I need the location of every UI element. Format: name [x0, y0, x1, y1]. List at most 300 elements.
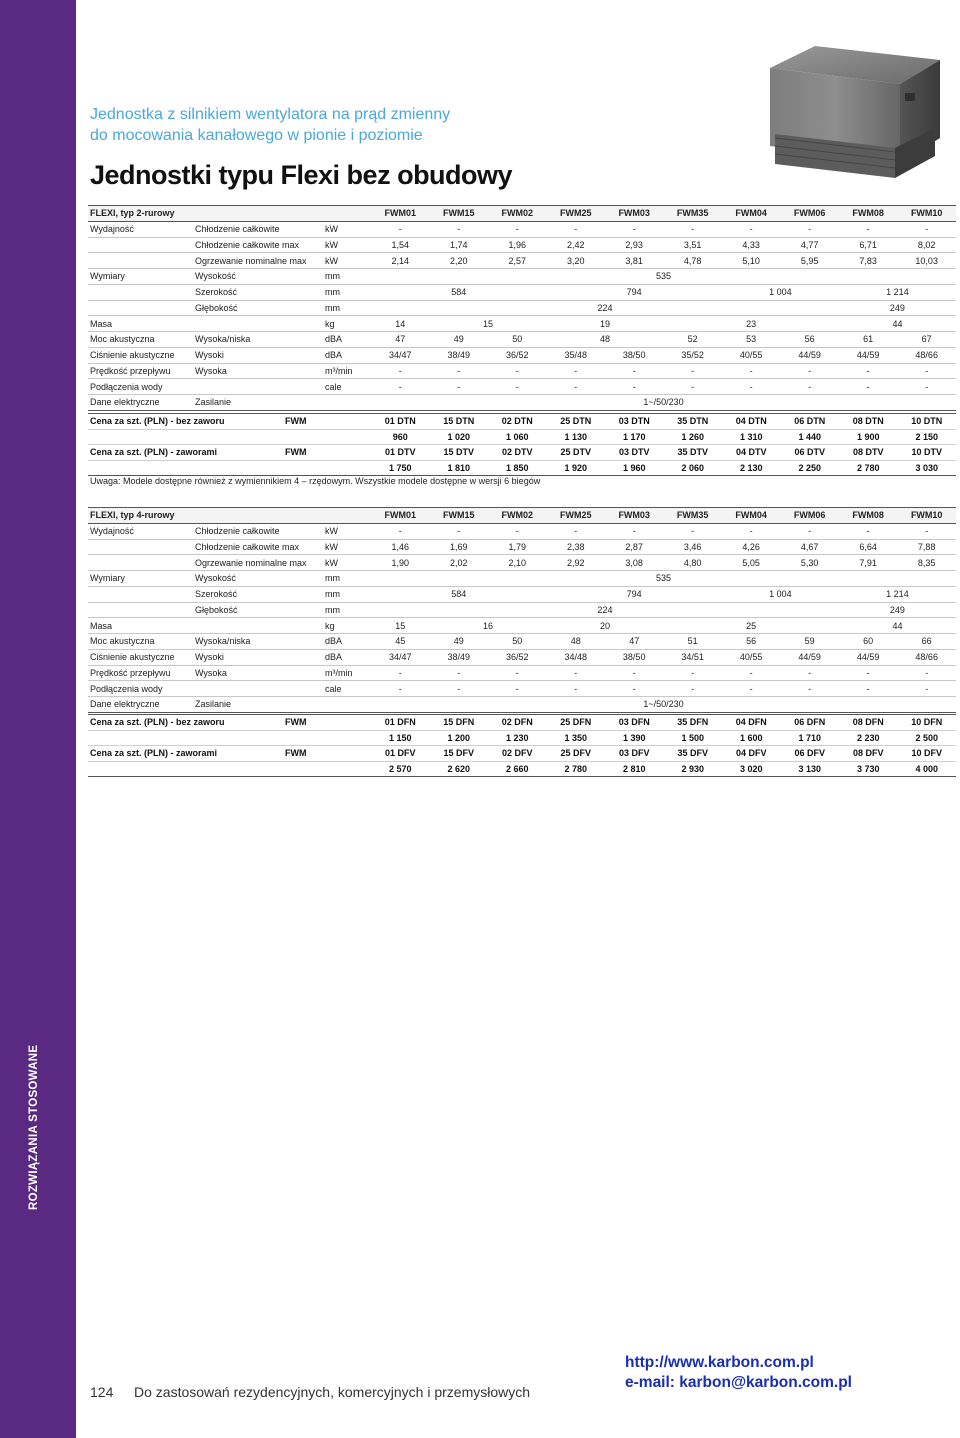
table-row	[88, 539, 956, 555]
value-cell: 44/59	[780, 649, 838, 665]
value-cell: -	[371, 523, 429, 539]
value-cell: -	[722, 523, 780, 539]
price-cell: 3 130	[781, 761, 840, 777]
value-cell: 1 214	[839, 586, 956, 602]
model-cell: 25 DTV	[547, 445, 606, 461]
row-sublabel: Chłodzenie całkowite max	[193, 237, 323, 253]
price-cell: 3 730	[839, 761, 898, 777]
price-label	[88, 730, 283, 746]
row-unit: mm	[323, 269, 371, 285]
header-cell: FWM03	[605, 508, 663, 524]
value-cell: -	[546, 523, 604, 539]
value-cell: -	[722, 221, 780, 237]
value-cell: 794	[546, 284, 721, 300]
value-cell: 36/52	[488, 649, 546, 665]
value-cell: -	[722, 379, 780, 395]
table-row	[88, 681, 956, 697]
model-cell: 10 DFV	[898, 746, 957, 762]
row-sublabel	[193, 681, 323, 697]
value-cell: 2,87	[605, 539, 663, 555]
row-sublabel	[193, 316, 323, 332]
header-cell: FWM25	[546, 508, 604, 524]
table-row	[88, 602, 956, 618]
value-cell: 1,74	[430, 237, 488, 253]
row-label: Wydajność	[88, 523, 193, 539]
price-code: FWM	[283, 445, 371, 461]
table-row	[88, 429, 956, 445]
value-cell: 1,79	[488, 539, 546, 555]
table-row	[88, 347, 956, 363]
row-sublabel: Szerokość	[193, 586, 323, 602]
value-cell: -	[663, 221, 721, 237]
row-sublabel: Głębokość	[193, 602, 323, 618]
value-cell: 5,95	[780, 253, 838, 269]
value-cell: 48	[546, 332, 663, 348]
value-cell: -	[546, 363, 604, 379]
price-cell: 1 920	[547, 460, 606, 476]
value-cell: 51	[663, 634, 721, 650]
table-row	[88, 284, 956, 300]
row-unit: mm	[323, 602, 371, 618]
value-cell: 38/50	[605, 649, 663, 665]
header-cell: FWM25	[546, 206, 604, 222]
price-label: Cena za szt. (PLN) - zaworami	[88, 746, 283, 762]
row-unit: kW	[323, 253, 371, 269]
table-row	[88, 555, 956, 571]
value-cell: -	[897, 379, 956, 395]
value-cell: -	[780, 363, 838, 379]
price-cell: 1 310	[722, 429, 781, 445]
row-sublabel: Głębokość	[193, 300, 323, 316]
price-label	[88, 460, 283, 476]
value-cell: 8,02	[897, 237, 956, 253]
model-cell: 08 DTN	[839, 414, 898, 430]
sidebar-label: ROZWIĄZANIA STOSOWANE	[28, 1044, 40, 1210]
header-cell: FLEXI, typ 4-rurowy	[88, 508, 371, 524]
value-cell: -	[430, 221, 488, 237]
row-label: Moc akustyczna	[88, 634, 193, 650]
model-cell: 04 DFN	[722, 715, 781, 731]
value-cell: 60	[839, 634, 897, 650]
row-sublabel: Ogrzewanie nominalne max	[193, 555, 323, 571]
row-unit: kW	[323, 237, 371, 253]
table-row	[88, 523, 956, 539]
table-row	[88, 571, 956, 587]
row-unit: kW	[323, 555, 371, 571]
price-cell: 1 260	[664, 429, 723, 445]
row-sublabel: Wysoki	[193, 347, 323, 363]
value-cell: -	[371, 363, 429, 379]
value-cell: 4,26	[722, 539, 780, 555]
model-cell: 02 DTV	[488, 445, 547, 461]
header-cell: FWM08	[839, 508, 897, 524]
model-cell: 04 DFV	[722, 746, 781, 762]
price-cell: 1 200	[430, 730, 489, 746]
row-label: Dane elektryczne	[88, 697, 193, 713]
model-cell: 01 DFV	[371, 746, 430, 762]
value-cell: 38/49	[430, 347, 488, 363]
value-cell: -	[430, 363, 488, 379]
value-cell: -	[371, 221, 429, 237]
row-sublabel: Wysoka/niska	[193, 332, 323, 348]
value-cell: 25	[663, 618, 838, 634]
table-row	[88, 379, 956, 395]
value-cell: -	[897, 665, 956, 681]
model-cell: 02 DTN	[488, 414, 547, 430]
table-row	[88, 363, 956, 379]
value-cell: 3,51	[663, 237, 721, 253]
value-cell: -	[430, 665, 488, 681]
row-unit: kW	[323, 539, 371, 555]
table-header-row	[88, 206, 956, 222]
models-note: Uwaga: Modele dostępne również z wymiennikiem 4 – rzędowym. Wszystkie modele dostępne w wersji 6 biegów	[90, 476, 541, 486]
model-cell: 08 DTV	[839, 445, 898, 461]
model-cell: 04 DTV	[722, 445, 781, 461]
value-cell: 2,93	[605, 237, 663, 253]
table-row	[88, 253, 956, 269]
row-label: Podłączenia wody	[88, 681, 193, 697]
price-cell: 1 850	[488, 460, 547, 476]
row-sublabel: Wysoka	[193, 665, 323, 681]
value-cell: 1,46	[371, 539, 429, 555]
value-cell: -	[546, 221, 604, 237]
table-row	[88, 300, 956, 316]
price-cell: 1 500	[664, 730, 723, 746]
price-cell: 2 500	[898, 730, 957, 746]
model-cell: 15 DTN	[430, 414, 489, 430]
table-row	[88, 269, 956, 285]
price-cell: 1 170	[605, 429, 664, 445]
row-unit: kg	[323, 316, 371, 332]
value-cell: 47	[371, 332, 429, 348]
value-cell: 2,02	[430, 555, 488, 571]
value-cell: 38/50	[605, 347, 663, 363]
price-cell: 2 780	[839, 460, 898, 476]
value-cell: -	[663, 363, 721, 379]
table-row	[88, 746, 956, 762]
table-row	[88, 634, 956, 650]
row-unit: mm	[323, 300, 371, 316]
value-cell: -	[663, 379, 721, 395]
price-label	[88, 429, 283, 445]
value-cell: -	[780, 221, 838, 237]
model-cell: 10 DTN	[898, 414, 957, 430]
value-cell: 2,42	[546, 237, 604, 253]
header-cell: FWM35	[663, 508, 721, 524]
value-cell: 4,78	[663, 253, 721, 269]
value-cell: 3,20	[546, 253, 604, 269]
value-cell: 49	[430, 634, 488, 650]
value-cell: -	[839, 681, 897, 697]
value-cell: -	[897, 681, 956, 697]
product-image	[755, 38, 950, 188]
model-cell: 35 DTN	[664, 414, 723, 430]
model-cell: 35 DTV	[664, 445, 723, 461]
row-label: Podłączenia wody	[88, 379, 193, 395]
table-row	[88, 237, 956, 253]
value-cell: 2,10	[488, 555, 546, 571]
value-cell: -	[430, 681, 488, 697]
price-label: Cena za szt. (PLN) - zaworami	[88, 445, 283, 461]
spec-table-4-pipe	[88, 507, 956, 713]
price-cell: 1 350	[547, 730, 606, 746]
value-cell: 535	[371, 269, 956, 285]
value-cell: 53	[722, 332, 780, 348]
row-sublabel: Chłodzenie całkowite	[193, 523, 323, 539]
value-cell: 249	[839, 300, 956, 316]
value-cell: 1,69	[430, 539, 488, 555]
value-cell: 1,90	[371, 555, 429, 571]
header-cell: FWM10	[897, 206, 956, 222]
value-cell: 36/52	[488, 347, 546, 363]
row-label: Ciśnienie akustyczne	[88, 347, 193, 363]
header-cell: FWM04	[722, 508, 780, 524]
row-label: Dane elektryczne	[88, 395, 193, 411]
price-cell: 1 060	[488, 429, 547, 445]
model-cell: 06 DFN	[781, 715, 840, 731]
row-label: Ciśnienie akustyczne	[88, 649, 193, 665]
model-cell: 06 DTV	[781, 445, 840, 461]
price-table-4-pipe	[88, 714, 956, 777]
row-unit	[323, 395, 371, 411]
value-cell: 8,35	[897, 555, 956, 571]
value-cell: -	[488, 379, 546, 395]
row-label: Moc akustyczna	[88, 332, 193, 348]
model-cell: 01 DTV	[371, 445, 430, 461]
row-label	[88, 586, 193, 602]
footer-text: Do zastosowań rezydencyjnych, komercyjnych i przemysłowych	[134, 1384, 531, 1400]
row-sublabel: Wysokość	[193, 269, 323, 285]
price-code	[283, 730, 371, 746]
value-cell: 2,14	[371, 253, 429, 269]
price-label	[88, 761, 283, 777]
value-cell: 6,71	[839, 237, 897, 253]
header-cell: FWM01	[371, 508, 429, 524]
value-cell: -	[780, 665, 838, 681]
row-label: Prędkość przepływu	[88, 363, 193, 379]
value-cell: 15	[371, 618, 429, 634]
price-cell: 2 810	[605, 761, 664, 777]
price-code: FWM	[283, 715, 371, 731]
header-cell: FWM01	[371, 206, 429, 222]
row-sublabel: Wysoka	[193, 363, 323, 379]
value-cell: 20	[546, 618, 663, 634]
row-sublabel	[193, 379, 323, 395]
price-cell: 1 230	[488, 730, 547, 746]
value-cell: -	[430, 379, 488, 395]
value-cell: -	[897, 363, 956, 379]
price-cell: 2 250	[781, 460, 840, 476]
value-cell: 1 004	[722, 586, 839, 602]
value-cell: 5,10	[722, 253, 780, 269]
value-cell: -	[663, 681, 721, 697]
value-cell: 2,20	[430, 253, 488, 269]
value-cell: 1 214	[839, 284, 956, 300]
value-cell: -	[663, 523, 721, 539]
price-code: FWM	[283, 746, 371, 762]
value-cell: 66	[897, 634, 956, 650]
page-number: 124	[90, 1384, 114, 1400]
value-cell: 1~/50/230	[371, 697, 956, 713]
row-label	[88, 539, 193, 555]
row-unit: kW	[323, 221, 371, 237]
table-row	[88, 730, 956, 746]
price-code	[283, 460, 371, 476]
model-cell: 15 DFN	[430, 715, 489, 731]
value-cell: 1~/50/230	[371, 395, 956, 411]
value-cell: 10,03	[897, 253, 956, 269]
table-row	[88, 221, 956, 237]
model-cell: 10 DTV	[898, 445, 957, 461]
value-cell: 3,08	[605, 555, 663, 571]
value-cell: 224	[371, 602, 839, 618]
price-code	[283, 429, 371, 445]
model-cell: 03 DTN	[605, 414, 664, 430]
row-label: Prędkość przepływu	[88, 665, 193, 681]
model-cell: 04 DTN	[722, 414, 781, 430]
header-cell: FWM02	[488, 508, 546, 524]
header-cell: FWM35	[663, 206, 721, 222]
value-cell: 4,80	[663, 555, 721, 571]
model-cell: 35 DFV	[664, 746, 723, 762]
model-cell: 08 DFV	[839, 746, 898, 762]
price-cell: 960	[371, 429, 430, 445]
row-unit: m³/min	[323, 665, 371, 681]
value-cell: 38/49	[430, 649, 488, 665]
value-cell: -	[605, 379, 663, 395]
value-cell: 1 004	[722, 284, 839, 300]
value-cell: -	[605, 363, 663, 379]
header-cell: FWM03	[605, 206, 663, 222]
value-cell: 1,96	[488, 237, 546, 253]
price-cell: 2 130	[722, 460, 781, 476]
price-cell: 1 710	[781, 730, 840, 746]
row-sublabel: Zasilanie	[193, 697, 323, 713]
row-sublabel	[193, 618, 323, 634]
value-cell: 2,38	[546, 539, 604, 555]
value-cell: 3,46	[663, 539, 721, 555]
value-cell: -	[780, 523, 838, 539]
model-cell: 10 DFN	[898, 715, 957, 731]
value-cell: 52	[663, 332, 721, 348]
value-cell: -	[488, 221, 546, 237]
row-unit: cale	[323, 681, 371, 697]
row-label	[88, 253, 193, 269]
value-cell: 45	[371, 634, 429, 650]
value-cell: -	[371, 379, 429, 395]
value-cell: -	[371, 665, 429, 681]
value-cell: -	[488, 681, 546, 697]
model-cell: 01 DFN	[371, 715, 430, 731]
price-cell: 2 780	[547, 761, 606, 777]
row-label	[88, 555, 193, 571]
value-cell: -	[780, 681, 838, 697]
value-cell: 34/47	[371, 347, 429, 363]
price-label: Cena za szt. (PLN) - bez zaworu	[88, 715, 283, 731]
model-cell: 25 DFV	[547, 746, 606, 762]
row-label: Masa	[88, 618, 193, 634]
row-unit: dBA	[323, 634, 371, 650]
table-row	[88, 460, 956, 476]
price-cell: 1 810	[430, 460, 489, 476]
value-cell: -	[488, 523, 546, 539]
value-cell: 584	[371, 586, 546, 602]
value-cell: 48	[546, 634, 604, 650]
value-cell: 61	[839, 332, 897, 348]
row-unit	[323, 697, 371, 713]
row-label	[88, 284, 193, 300]
value-cell: -	[488, 363, 546, 379]
email-link[interactable]: e-mail: karbon@karbon.com.pl	[625, 1374, 852, 1391]
page-subtitle	[90, 104, 450, 146]
price-cell: 1 390	[605, 730, 664, 746]
model-cell: 35 DFN	[664, 715, 723, 731]
value-cell: -	[839, 363, 897, 379]
row-sublabel: Ogrzewanie nominalne max	[193, 253, 323, 269]
value-cell: 1,54	[371, 237, 429, 253]
price-cell: 2 060	[664, 460, 723, 476]
subtitle-line-2: do mocowania kanałowego w pionie i poziomie	[90, 127, 423, 144]
value-cell: 56	[780, 332, 838, 348]
value-cell: 48/66	[897, 649, 956, 665]
value-cell: 40/55	[722, 649, 780, 665]
value-cell: 19	[546, 316, 663, 332]
row-unit: mm	[323, 284, 371, 300]
header-cell: FWM06	[780, 508, 838, 524]
value-cell: -	[722, 681, 780, 697]
value-cell: 67	[897, 332, 956, 348]
value-cell: 584	[371, 284, 546, 300]
header-cell: FWM15	[430, 206, 488, 222]
row-unit: kW	[323, 523, 371, 539]
row-unit: dBA	[323, 649, 371, 665]
row-label: Wymiary	[88, 571, 193, 587]
header-cell: FWM04	[722, 206, 780, 222]
value-cell: 4,67	[780, 539, 838, 555]
website-link[interactable]: http://www.karbon.com.pl	[625, 1354, 814, 1371]
value-cell: 34/51	[663, 649, 721, 665]
value-cell: 50	[488, 634, 546, 650]
value-cell: 6,64	[839, 539, 897, 555]
row-label	[88, 602, 193, 618]
model-cell: 08 DFN	[839, 715, 898, 731]
model-cell: 25 DFN	[547, 715, 606, 731]
row-label: Wydajność	[88, 221, 193, 237]
model-cell: 03 DFV	[605, 746, 664, 762]
table-header-row	[88, 508, 956, 524]
value-cell: -	[605, 221, 663, 237]
row-sublabel: Chłodzenie całkowite	[193, 221, 323, 237]
sidebar	[0, 0, 76, 1438]
page-title: Jednostki typu Flexi bez obudowy	[90, 160, 513, 190]
model-cell: 06 DFV	[781, 746, 840, 762]
model-cell: 01 DTN	[371, 414, 430, 430]
value-cell: -	[546, 681, 604, 697]
value-cell: -	[839, 379, 897, 395]
price-cell: 1 960	[605, 460, 664, 476]
value-cell: 224	[371, 300, 839, 316]
value-cell: 4,33	[722, 237, 780, 253]
value-cell: 7,83	[839, 253, 897, 269]
price-cell: 1 130	[547, 429, 606, 445]
value-cell: 4,77	[780, 237, 838, 253]
value-cell: -	[897, 221, 956, 237]
value-cell: -	[605, 523, 663, 539]
value-cell: 40/55	[722, 347, 780, 363]
table-row	[88, 395, 956, 411]
price-cell: 1 900	[839, 429, 898, 445]
value-cell: 44/59	[839, 347, 897, 363]
